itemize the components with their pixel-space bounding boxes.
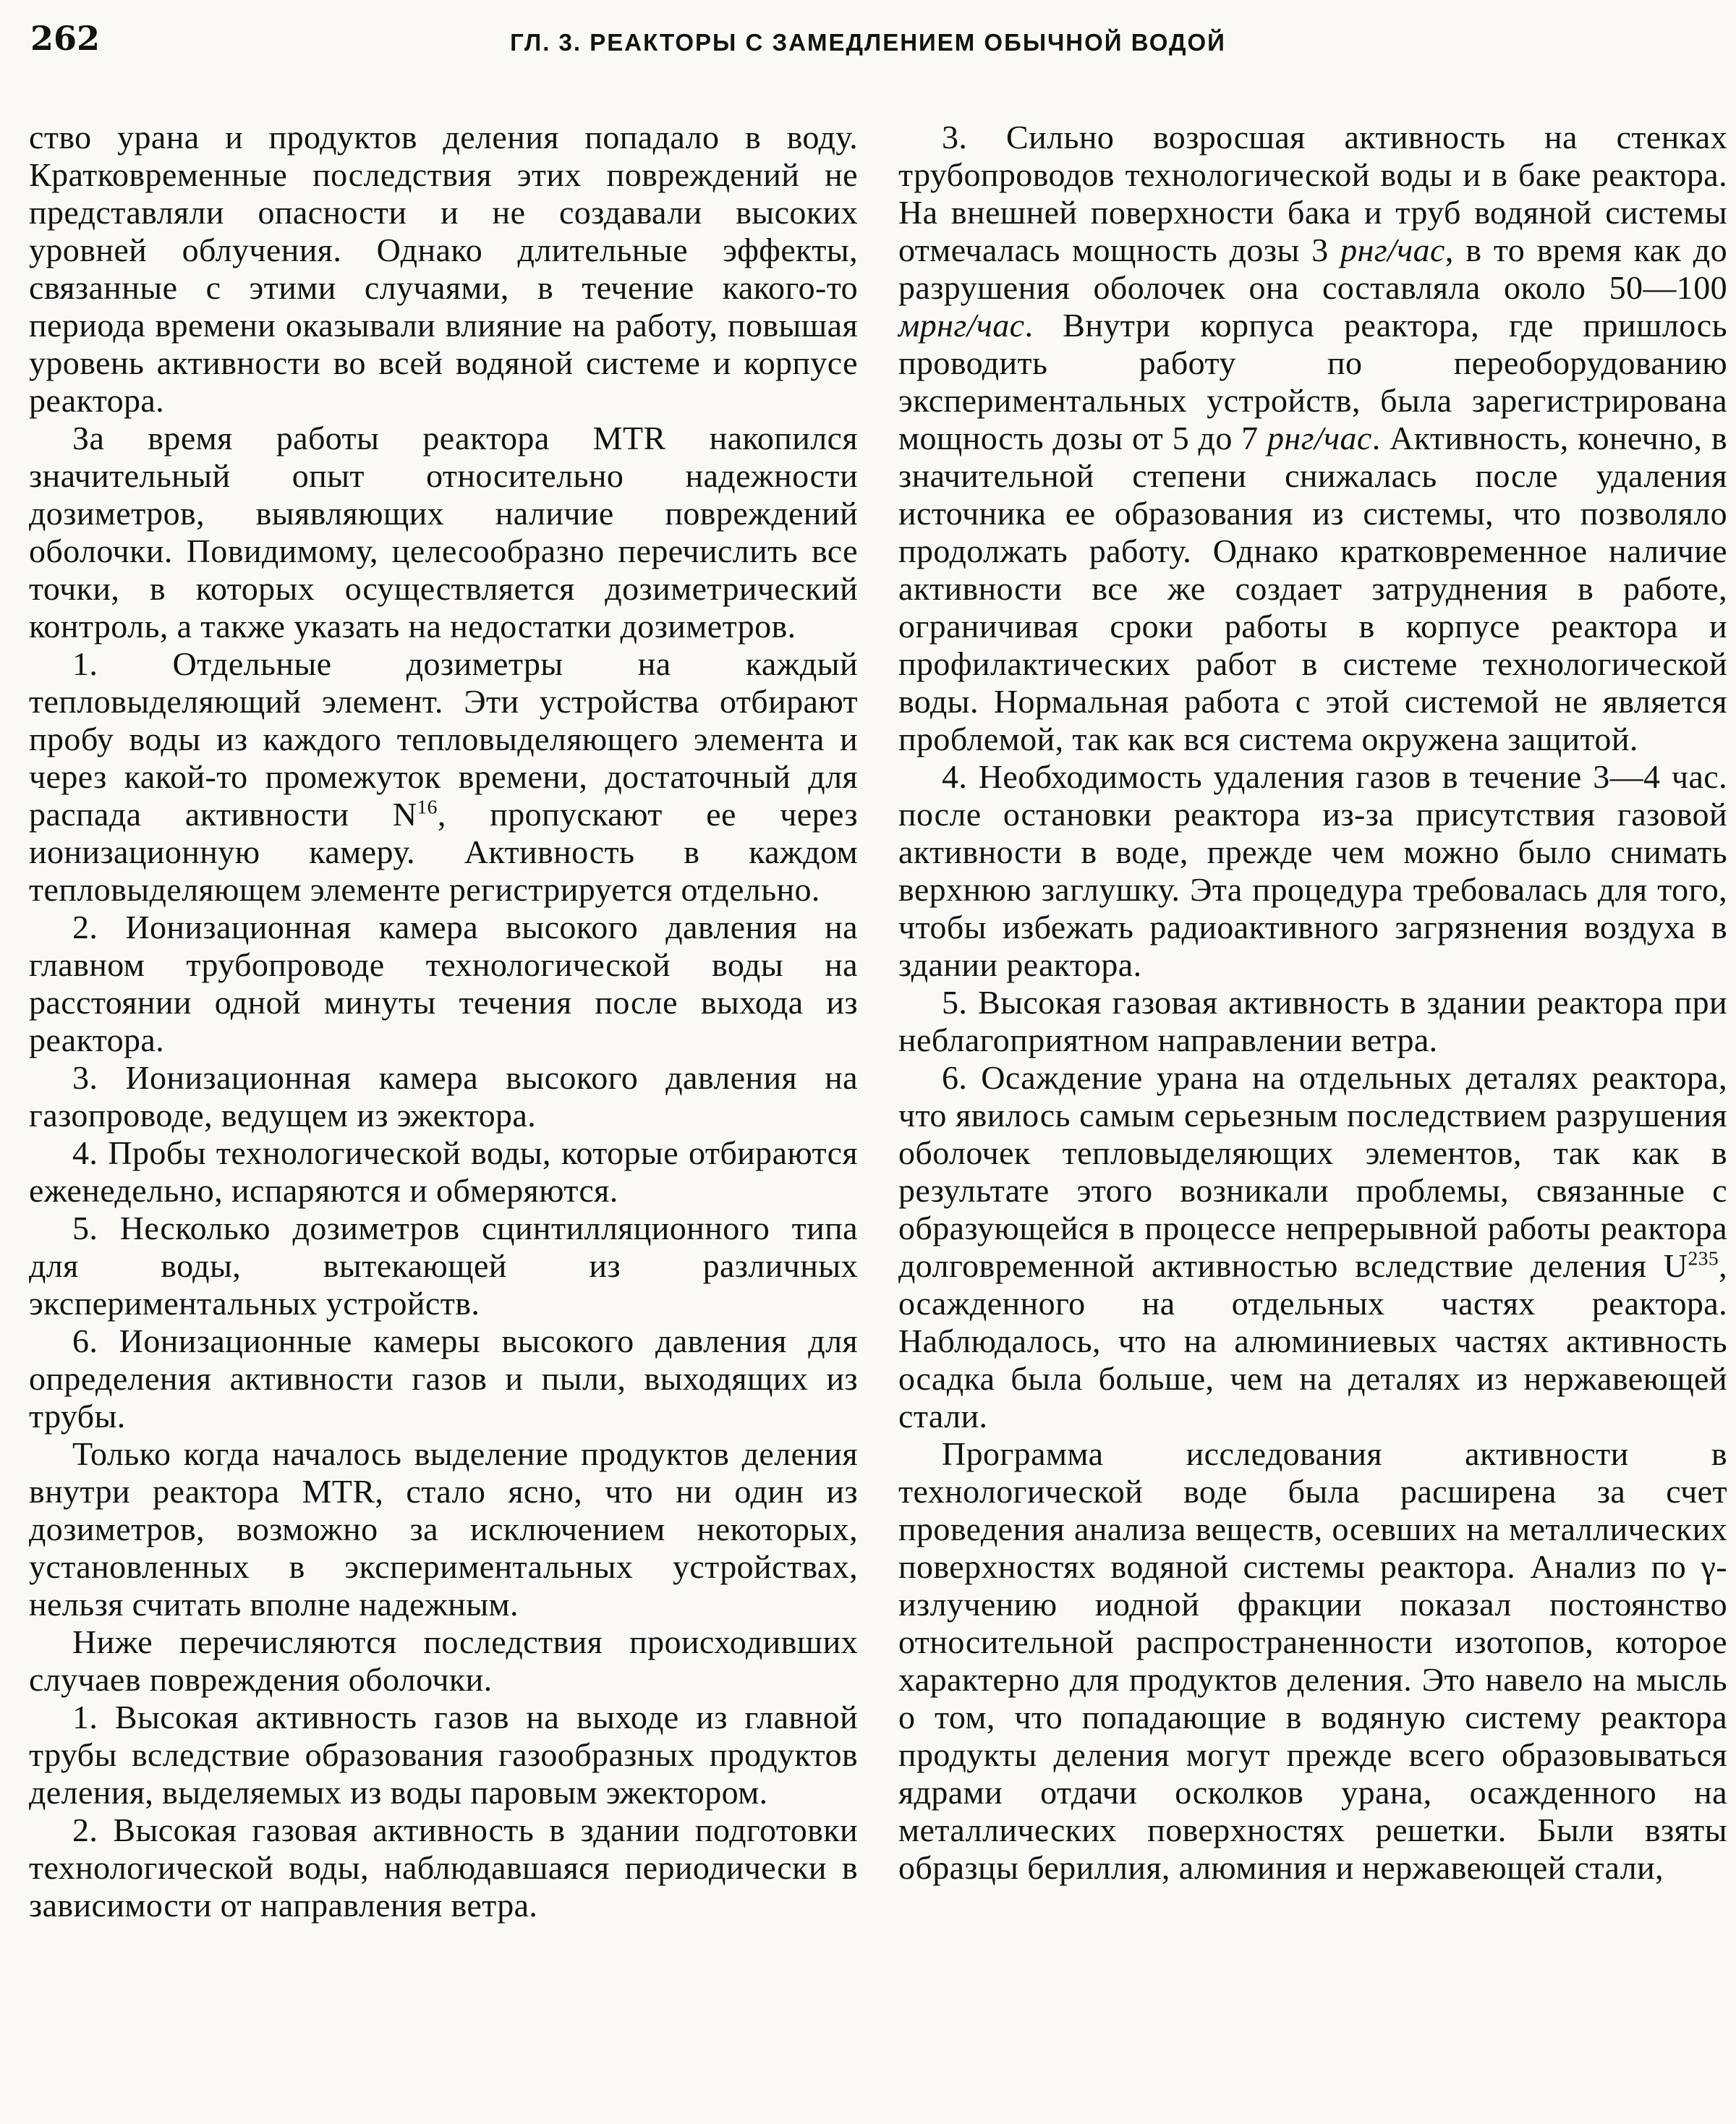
- paragraph: Программа исследования активности в технологической воде была расширена за счет проведения анализа веществ, осевших на металлических поверхностях водяной системы реактора. Анализ по γ-излучению иодной фракции показал постоянство относительной распространенности изотопов, которое характерно для продуктов деления. Это навело на мысль о том, что попадающие в водяную систему реактора продукты деления могут прежде всего образовываться ядрами отдачи осколков урана, осажденного на металлических поверхностях решетки. Были взяты образцы бериллия, алюминия и нержавеющей стали,: [898, 1435, 1727, 1886]
- paragraph: ство урана и продуктов деления попадало в воду. Кратковременные последствия этих повреждений не представляли опасности и не создавали высоких уровней облучения. Однако длительные эффекты, связанные с этими случаями, в течение какого-то периода времени оказывали влияние на работу, повышая уровень активности во всей водяной системе и корпусе реактора.: [29, 119, 858, 419]
- paragraph: За время работы реактора MTR накопился значительный опыт относительно надежности дозиметров, выявляющих наличие повреждений оболочки. Повидимому, целесообразно перечислить все точки, в которых осуществляется дозиметрический контроль, а также указать на недостатки дозиметров.: [29, 420, 858, 645]
- right-column: [898, 119, 1727, 1924]
- running-header: ГЛ. 3. РЕАКТОРЫ С ЗАМЕДЛЕНИЕМ ОБЫЧНОЙ ВОДОЙ: [510, 29, 1226, 56]
- text-columns: [0, 119, 1736, 1924]
- paragraph: 6. Ионизационные камеры высокого давления для определения активности газов и пыли, выходящих из трубы.: [29, 1322, 858, 1435]
- paragraph: 3. Сильно возросшая активность на стенках трубопроводов технологической воды и в баке реактора. На внешней поверхности бака и труб водяной системы отмечалась мощность дозы 3 рнг/час, в то время как до разрушения оболочек она составляла около 50—100 мрнг/час. Внутри корпуса реактора, где пришлось проводить работу по переоборудованию экспериментальных устройств, была зарегистрирована мощность дозы от 5 до 7 рнг/час. Активность, конечно, в значительной степени снижалась после удаления источника ее образования из системы, что позволяло продолжать работу. Однако кратковременное наличие активности все же создает затруднения в работе, ограничивая сроки работы в корпусе реактора и профилактических работ в системе технологической воды. Нормальная работа с этой системой не является проблемой, так как вся система окружена защитой.: [898, 119, 1727, 757]
- paragraph: 3. Ионизационная камера высокого давления на газопроводе, ведущем из эжектора.: [29, 1059, 858, 1134]
- page-header: [0, 0, 1736, 65]
- paragraph: 5. Высокая газовая активность в здании реактора при неблагоприятном направлении ветра.: [898, 984, 1727, 1058]
- page-number: 262: [30, 19, 101, 58]
- paragraph: 1. Высокая активность газов на выходе из главной трубы вследствие образования газообразных продуктов деления, выделяемых из воды паровым эжектором.: [29, 1699, 858, 1811]
- paragraph: 5. Несколько дозиметров сцинтилляционного типа для воды, вытекающей из различных экспериментальных устройств.: [29, 1210, 858, 1322]
- paragraph: 4. Пробы технологической воды, которые отбираются еженедельно, испаряются и обмеряются.: [29, 1134, 858, 1209]
- paragraph: 4. Необходимость удаления газов в течение 3—4 час. после остановки реактора из-за присутствия газовой активности в воде, прежде чем можно было снимать верхнюю заглушку. Эта процедура требовалась для того, чтобы избежать радиоактивного загрязнения воздуха в здании реактора.: [898, 758, 1727, 983]
- left-column: [29, 119, 858, 1924]
- paragraph: 2. Высокая газовая активность в здании подготовки технологической воды, наблюдавшаяся периодически в зависимости от направления ветра.: [29, 1811, 858, 1924]
- paragraph: Только когда началось выделение продуктов деления внутри реактора MTR, стало ясно, что ни один из дозиметров, возможно за исключением некоторых, установленных в экспериментальных устройствах, нельзя считать вполне надежным.: [29, 1435, 858, 1623]
- paragraph: 1. Отдельные дозиметры на каждый тепловыделяющий элемент. Эти устройства отбирают пробу воды из каждого тепловыделяющего элемента и через какой-то промежуток времени, достаточный для распада активности $N^{16}$, пропускают ее через ионизационную камеру. Активность в каждом тепловыделяющем элементе регистрируется отдельно.: [29, 645, 858, 908]
- paragraph: 6. Осаждение урана на отдельных деталях реактора, что явилось самым серьезным последствием разрушения оболочек тепловыделяющих элементов, так как в результате этого возникали проблемы, связанные с образующейся в процессе непрерывной работы реактора долговременной активностью вследствие деления $U^{235}$, осажденного на отдельных частях реактора. Наблюдалось, что на алюминиевых частях активность осадка была больше, чем на деталях из нержавеющей стали.: [898, 1059, 1727, 1435]
- paragraph: 2. Ионизационная камера высокого давления на главном трубопроводе технологической воды на расстоянии одной минуты течения после выхода из реактора.: [29, 909, 858, 1058]
- paragraph: Ниже перечисляются последствия происходивших случаев повреждения оболочки.: [29, 1623, 858, 1698]
